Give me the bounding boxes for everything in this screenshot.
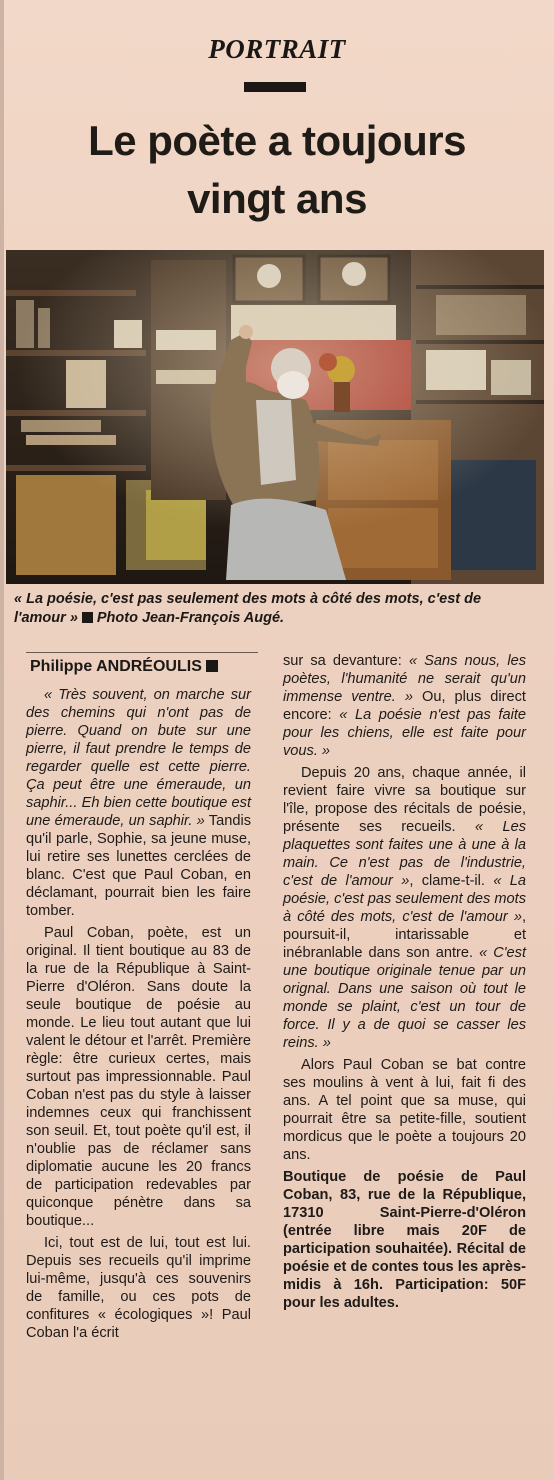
text: Ou, plus direct encore: xyxy=(283,689,526,723)
paper-edge xyxy=(0,0,4,1480)
paragraph: Alors Paul Coban se bat contre ses moulins à vent à lui, fait fi des ans. A tel point que sa muse, qui pourrait être sa petite-fille, soutient mordicus que le poète a toujours 20 ans. xyxy=(283,1057,526,1163)
text: Depuis 20 ans, chaque année, il revient faire vivre sa boutique sur l'île, propose des récitals de poésie, présente ses recueils. xyxy=(283,765,526,835)
text: sur sa devanture: xyxy=(283,653,409,669)
kicker-rule xyxy=(244,82,306,92)
quote: « C'est une boutique originale tenue par un orignal. Dans une saison où tout le monde se plaint, c'est un tour de force. Il y a de quoi se casser les reins. » xyxy=(283,945,527,1051)
headline-line-2: vingt ans xyxy=(187,175,367,222)
caption-quote: « La poésie, c'est pas seulement des mots à côté des mots, c'est de l'amour » xyxy=(14,591,482,626)
article-column-right xyxy=(283,652,526,1316)
quote: « Très souvent, on marche sur des chemins qui n'ont pas de pierre. Quand on bute sur une pierre, il faut prendre le temps de regarder quelle est cette pierre. Ça peut être une émeraude, un saphir... Eh bien cette boutique est une émeraude, un saphir. » xyxy=(26,687,251,829)
headline-line-1: Le poète a toujours xyxy=(88,117,466,164)
caption-separator-square xyxy=(82,612,93,623)
paragraph xyxy=(283,652,526,760)
article-photo xyxy=(6,250,544,584)
byline-rule xyxy=(26,652,258,653)
text: Tandis qu'il parle, Sophie, sa jeune muse, lui retire ses lunettes cerclées de blanc. C'est que Paul Coban, en déclamant, pourrait bien les faire tomber. xyxy=(26,813,251,919)
byline xyxy=(30,658,218,676)
photo-illustration xyxy=(6,250,544,584)
caption-credit: Photo Jean-François Augé. xyxy=(96,610,285,626)
quote: « La poésie, c'est pas seulement des mots à côté des mots, c'est de l'amour » xyxy=(283,873,527,925)
article-column-left xyxy=(26,686,251,1346)
practical-info: Boutique de poésie de Paul Coban, 83, rue de la République, 17310 Saint-Pierre-d'Oléron (entrée libre mais 20F de participation souhaitée). Récital de poésie et de contes tous les après-midis à 16h. Participation: 50F pour les adultes. xyxy=(283,1169,526,1311)
text: , poursuit-il, intarissable et inébranlable dans son antre. xyxy=(283,909,526,961)
paragraph: Ici, tout est de lui, tout est lui. Depuis ses recueils qu'il imprime lui-même, jusqu'à ces souvenirs de famille, ou ces pots de confitures « écologiques »! Paul Coban l'a écrit xyxy=(26,1235,251,1341)
paragraph xyxy=(283,764,526,1052)
section-kicker: PORTRAIT xyxy=(208,34,346,64)
headline xyxy=(20,112,534,228)
byline-square xyxy=(206,660,218,672)
byline-author: Philippe ANDRÉOULIS xyxy=(30,658,202,675)
paragraph: Paul Coban, poète, est un original. Il tient boutique au 83 de la rue de la République à Saint-Pierre d'Oléron. Sans doute la seule boutique de poésie au monde. Le lieu tout autant que lui valent le détour et l'arrêt. Première règle: être curieux certes, mais surtout pas impressionnable. Paul Coban n'est pas du style à laisser indemnes ceux qui franchissent son seuil. Et, tout poète qu'il est, il n'oublie pas de réclamer sans diplomatie aucune les 20 francs de participation redevables par quiconque pénètre dans sa boutique... xyxy=(26,925,251,1229)
quote: « Les plaquettes sont faites une à une à la main. Ce n'est pas de l'industrie, c'est de l'amour » xyxy=(283,819,527,889)
photo-caption xyxy=(14,590,524,628)
paragraph xyxy=(26,686,251,920)
quote: « La poésie n'est pas faite pour les chiens, elle est faite pour vous. » xyxy=(283,707,526,759)
text: , clame-t-il. xyxy=(409,873,494,889)
quote: « Sans nous, les poètes, l'humanité ne serait qu'un immense ventre. » xyxy=(283,653,526,705)
